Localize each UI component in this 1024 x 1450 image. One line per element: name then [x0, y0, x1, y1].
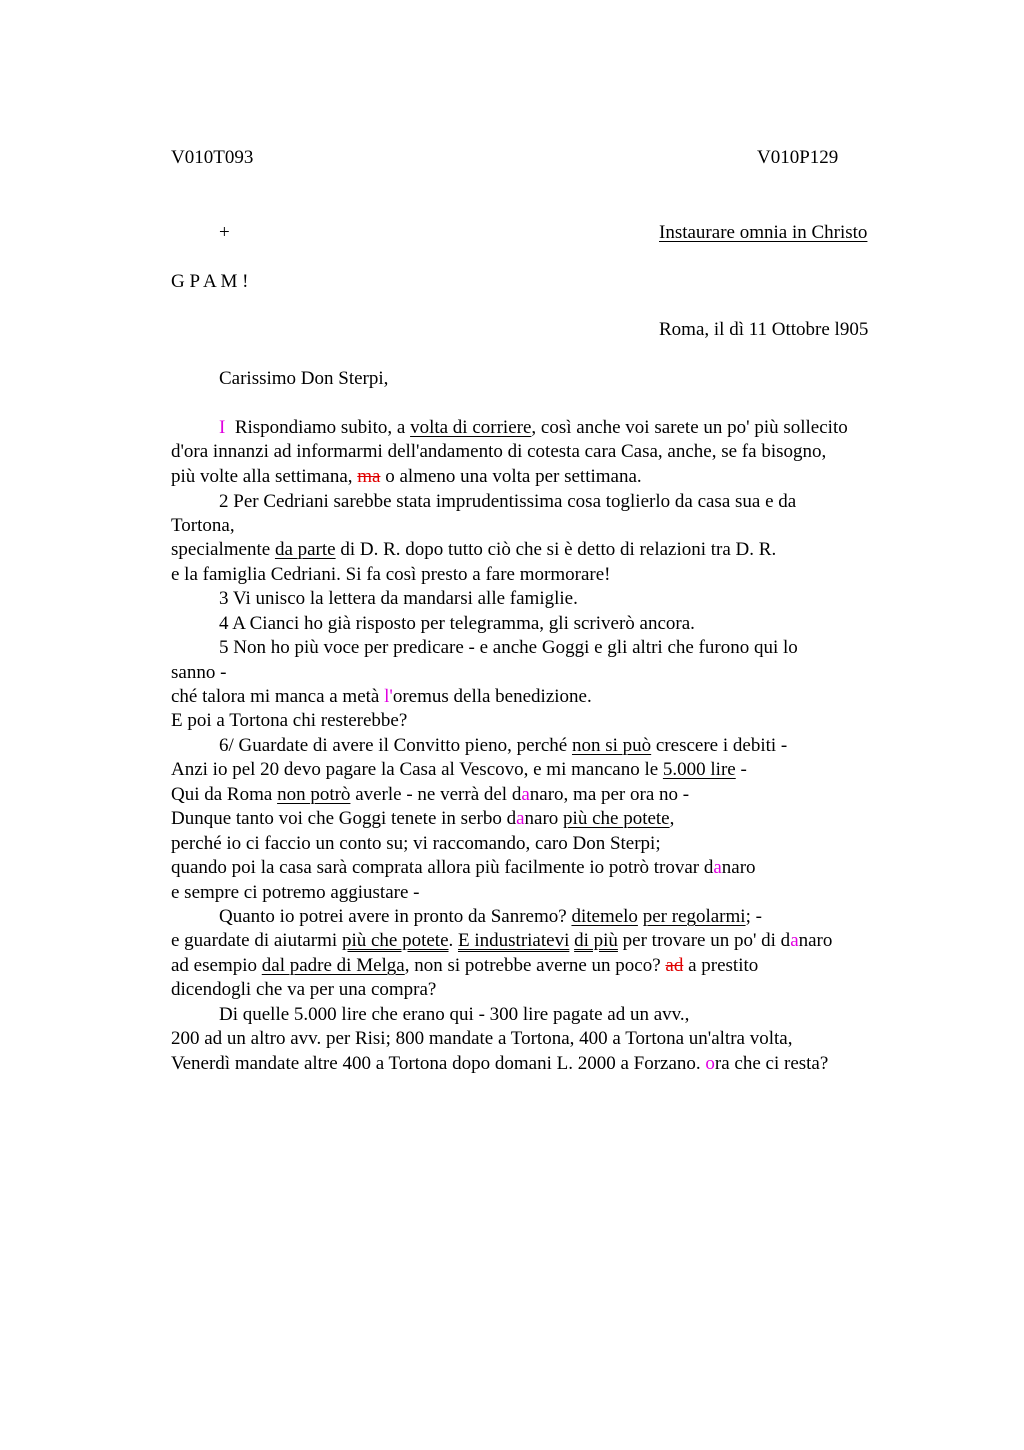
cross-symbol: +: [219, 222, 230, 243]
letter-line: 200 ad un altro avv. per Risi; 800 mandate a Tortona, 400 a Tortona un'altra volta,: [171, 1028, 793, 1049]
letter-date: Roma, il dì 11 Ottobre l905: [659, 319, 869, 340]
letter-line: Dunque tanto voi che Goggi tenete in serbo danaro più che potete,: [171, 808, 675, 829]
letter-line: ché talora mi manca a metà l'oremus della benedizione.: [171, 686, 592, 707]
double-underlined-text: E industriatevi: [458, 930, 570, 951]
underlined-text: ditemelo: [571, 906, 638, 927]
highlighted-text: l': [384, 686, 393, 707]
highlighted-text: o: [705, 1053, 715, 1074]
letter-line: E poi a Tortona chi resterebbe?: [171, 710, 408, 731]
letter-line: Tortona,: [171, 515, 235, 536]
letter-line: specialmente da parte di D. R. dopo tutto ciò che si è detto di relazioni tra D. R.: [171, 539, 777, 560]
letter-line: 3 Vi unisco la lettera da mandarsi alle famiglie.: [219, 588, 578, 609]
paragraph-number: I: [219, 417, 226, 438]
letter-line: I Rispondiamo subito, a volta di corriere, così anche voi sarete un po' più sollecito: [219, 417, 848, 438]
highlighted-text: a: [790, 930, 799, 951]
letter-line: 2 Per Cedriani sarebbe stata imprudentissima cosa toglierlo da casa sua e da: [219, 491, 797, 512]
letter-line: ad esempio dal padre di Melga, non si potrebbe averne un poco? ad a prestito: [171, 955, 759, 976]
underlined-text: dal padre di Melga: [261, 955, 405, 976]
letter-line: sanno -: [171, 662, 227, 683]
letter-line: e sempre ci potremo aggiustare -: [171, 882, 420, 903]
letter-line: 6/ Guardate di avere il Convitto pieno, perché non si può crescere i debiti -: [219, 735, 788, 756]
letter-line: Di quelle 5.000 lire che erano qui - 300 lire pagate ad un avv.,: [219, 1004, 690, 1025]
letter-line: 4 A Cianci ho già risposto per telegramma, gli scriverò ancora.: [219, 613, 695, 634]
motto: Instaurare omnia in Christo: [659, 222, 868, 243]
struck-text: ma: [357, 466, 381, 487]
underlined-text: 5.000 lire: [662, 759, 736, 780]
struck-text: ad: [665, 955, 684, 976]
letter-line: e la famiglia Cedriani. Si fa così presto a fare mormorare!: [171, 564, 611, 585]
letter-line: Qui da Roma non potrò averle - ne verrà del danaro, ma per ora no -: [171, 784, 690, 805]
letter-line: Anzi io pel 20 devo pagare la Casa al Vescovo, e mi mancano le 5.000 lire -: [171, 759, 747, 780]
letter-line: d'ora innanzi ad informarmi dell'andamento di cotesta cara Casa, anche, se fa bisogno,: [171, 441, 827, 462]
document-code-left: V010T093: [171, 147, 254, 168]
underlined-text: più che potete: [563, 808, 670, 829]
gpam-invocation: G P A M !: [171, 271, 249, 292]
letter-line: e guardate di aiutarmi più che potete. E industriatevi di più per trovare un po' di danaro: [171, 930, 833, 951]
highlighted-text: a: [516, 808, 525, 829]
double-underlined-text: più che potete: [341, 930, 449, 951]
letter-line: dicendogli che va per una compra?: [171, 979, 437, 1000]
letter-line: quando poi la casa sarà comprata allora più facilmente io potrò trovar danaro: [171, 857, 756, 878]
double-underlined-text: di più: [574, 930, 618, 951]
underlined-text: non potrò: [277, 784, 351, 805]
letter-line: Venerdì mandate altre 400 a Tortona dopo domani L. 2000 a Forzano. ora che ci resta?: [171, 1053, 829, 1074]
highlighted-text: a: [521, 784, 530, 805]
underlined-text: per regolarmi: [642, 906, 746, 927]
document-code-right: V010P129: [757, 147, 839, 168]
letter-line: più volte alla settimana, ma o almeno una volta per settimana.: [171, 466, 642, 487]
letter-line: perché io ci faccio un conto su; vi raccomando, caro Don Sterpi;: [171, 833, 661, 854]
salutation: Carissimo Don Sterpi,: [219, 368, 389, 389]
underlined-text: volta di corriere: [410, 417, 532, 438]
underlined-text: non si può: [571, 735, 652, 756]
letter-line: Quanto io potrei avere in pronto da Sanremo? ditemelo per regolarmi; -: [219, 906, 762, 927]
letter-line: 5 Non ho più voce per predicare - e anche Goggi e gli altri che furono qui lo: [219, 637, 798, 658]
underlined-text: da parte: [274, 539, 336, 560]
highlighted-text: a: [713, 857, 722, 878]
